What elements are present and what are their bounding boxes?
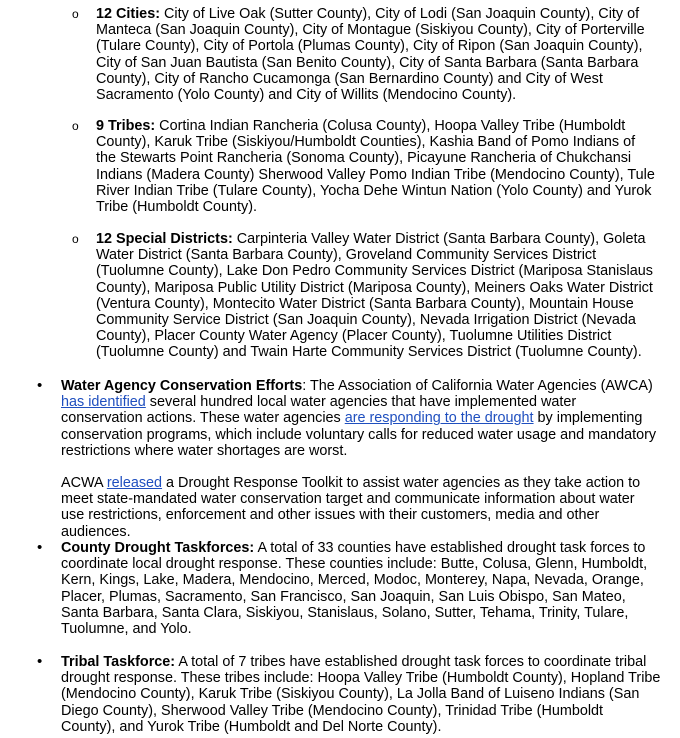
tribal-label: Tribal Taskforce: xyxy=(61,654,176,670)
responding-to-drought-link[interactable]: are responding to the drought xyxy=(344,410,534,427)
list-item-water-agency xyxy=(37,377,661,459)
acwa-text-1: ACWA xyxy=(61,475,107,491)
sub-bullet: o xyxy=(72,232,79,246)
acwa-text-2: a Drought Response Toolkit to assist water agencies as they take action to meet state-mandated water conservation target and communicate information about water use restrictions, enforcement and other issues with their customers, media and other audiences. xyxy=(61,475,641,540)
water-agency-text-2: several hundred local water agencies that have implemented water conservation actions. These water agencies xyxy=(61,394,577,427)
tribes-label: 9 Tribes: xyxy=(96,118,156,134)
list-item-tribal-taskforce xyxy=(37,653,661,735)
tribal-text: A total of 7 tribes have established drought task forces to coordinate tribal drought response. These tribes include: Hoopa Valley Tribe (Humboldt County), Hopland Tribe (Mendocino County), Karuk Tribe (Siskiyou County), La Jolla Band of Luiseno Indians (San Diego County), Sherwood Valley Tribe (Mendocino County), Trinidad Tribe (Humboldt County), and Yurok Tribe (Humboldt and Del Norte County). xyxy=(61,654,661,735)
county-text: A total of 33 counties have established drought task forces to coordinate local drought response. These counties include: Butte, Colusa, Glenn, Humboldt, Kern, Kings, Lake, Madera, Mendocino, Merced, Modoc, Monterey, Napa, Nevada, Orange, Placer, Plumas, Sacramento, San Francisco, San Joaquin, San Luis Obispo, San Mateo, Santa Barbara, Santa Clara, Siskiyou, Stanislaus, Solano, Sutter, Tehama, Trinity, Tulare, Tuolumne, and Yolo. xyxy=(61,540,648,638)
list-item-cities xyxy=(72,6,656,104)
districts-label: 12 Special Districts: xyxy=(96,231,233,247)
water-agency-text-3: by implementing conservation programs, which include voluntary calls for reduced water usage and mandatory restrictions where water shortages are worst. xyxy=(61,410,657,459)
main-bullet: • xyxy=(37,539,43,556)
sub-bullet: o xyxy=(72,7,79,21)
tribes-paragraph xyxy=(96,118,656,215)
water-agency-paragraph xyxy=(61,378,661,459)
list-item-special-districts xyxy=(72,231,656,361)
cities-label: 12 Cities: xyxy=(96,6,160,22)
list-item-county-taskforces xyxy=(37,539,661,638)
districts-text: Carpinteria Valley Water District (Santa Barbara County), Goleta Water District (Santa Barbara County), Groveland Community Services District (Tuolumne County), Lake Don Pedro Community Services District (Mariposa Stanislaus County), Mariposa Public Utility District (Mariposa County), Meiners Oaks Water District (Ventura County), Montecito Water District (Santa Barbara County), Mountain House Community Service District (San Joaquin County), Nevada Irrigation District (Nevada County), Placer County Water Agency (Placer County), Tuolumne Utilities District (Tuolumne County) and Twain Harte Community Services District (Tuolumne County). xyxy=(96,231,653,361)
list-item-tribes xyxy=(72,118,656,216)
acwa-toolkit-block xyxy=(61,475,661,540)
cities-paragraph xyxy=(96,6,656,103)
has-identified-link[interactable]: has identified xyxy=(61,394,146,411)
main-bullet: • xyxy=(37,377,43,394)
water-agency-label: Water Agency Conservation Efforts xyxy=(61,378,303,394)
county-paragraph xyxy=(61,540,661,637)
districts-paragraph xyxy=(96,231,656,361)
cities-text: City of Live Oak (Sutter County), City of Lodi (San Joaquin County), City of Manteca (San Joaquin County), City of Montague (Siskiyou County), City of Porterville (Tulare County), City of Portola (Plumas County), City of Ripon (San Joaquin County), City of San Juan Bautista (San Benito County), City of Santa Barbara (Santa Barbara County), City of Rancho Cucamonga (San Bernardino County) and City of West Sacramento (Yolo County) and City of Willits (Mendocino County). xyxy=(96,6,645,104)
main-bullet: • xyxy=(37,653,43,670)
county-label: County Drought Taskforces: xyxy=(61,540,255,556)
sub-bullet: o xyxy=(72,119,79,133)
acwa-toolkit-paragraph xyxy=(61,475,661,540)
water-agency-text-1: : The Association of California Water Agencies (AWCA) xyxy=(302,378,653,394)
tribal-paragraph xyxy=(61,654,661,735)
released-link[interactable]: released xyxy=(106,475,163,491)
tribes-text: Cortina Indian Rancheria (Colusa County), Hoopa Valley Tribe (Humboldt County), Karuk Tribe (Siskiyou/Humboldt Counties), Kashia Band of Pomo Indians of the Stewarts Point Rancheria (Sonoma County), Picayune Rancheria of Chukchansi Indians (Madera County) Sherwood Valley Pomo Indian Tribe (Mendocino County), Tule River Indian Tribe (Tulare County), Yocha Dehe Wintun Nation (Yolo County) and Yurok Tribe (Humboldt County). xyxy=(96,118,655,216)
